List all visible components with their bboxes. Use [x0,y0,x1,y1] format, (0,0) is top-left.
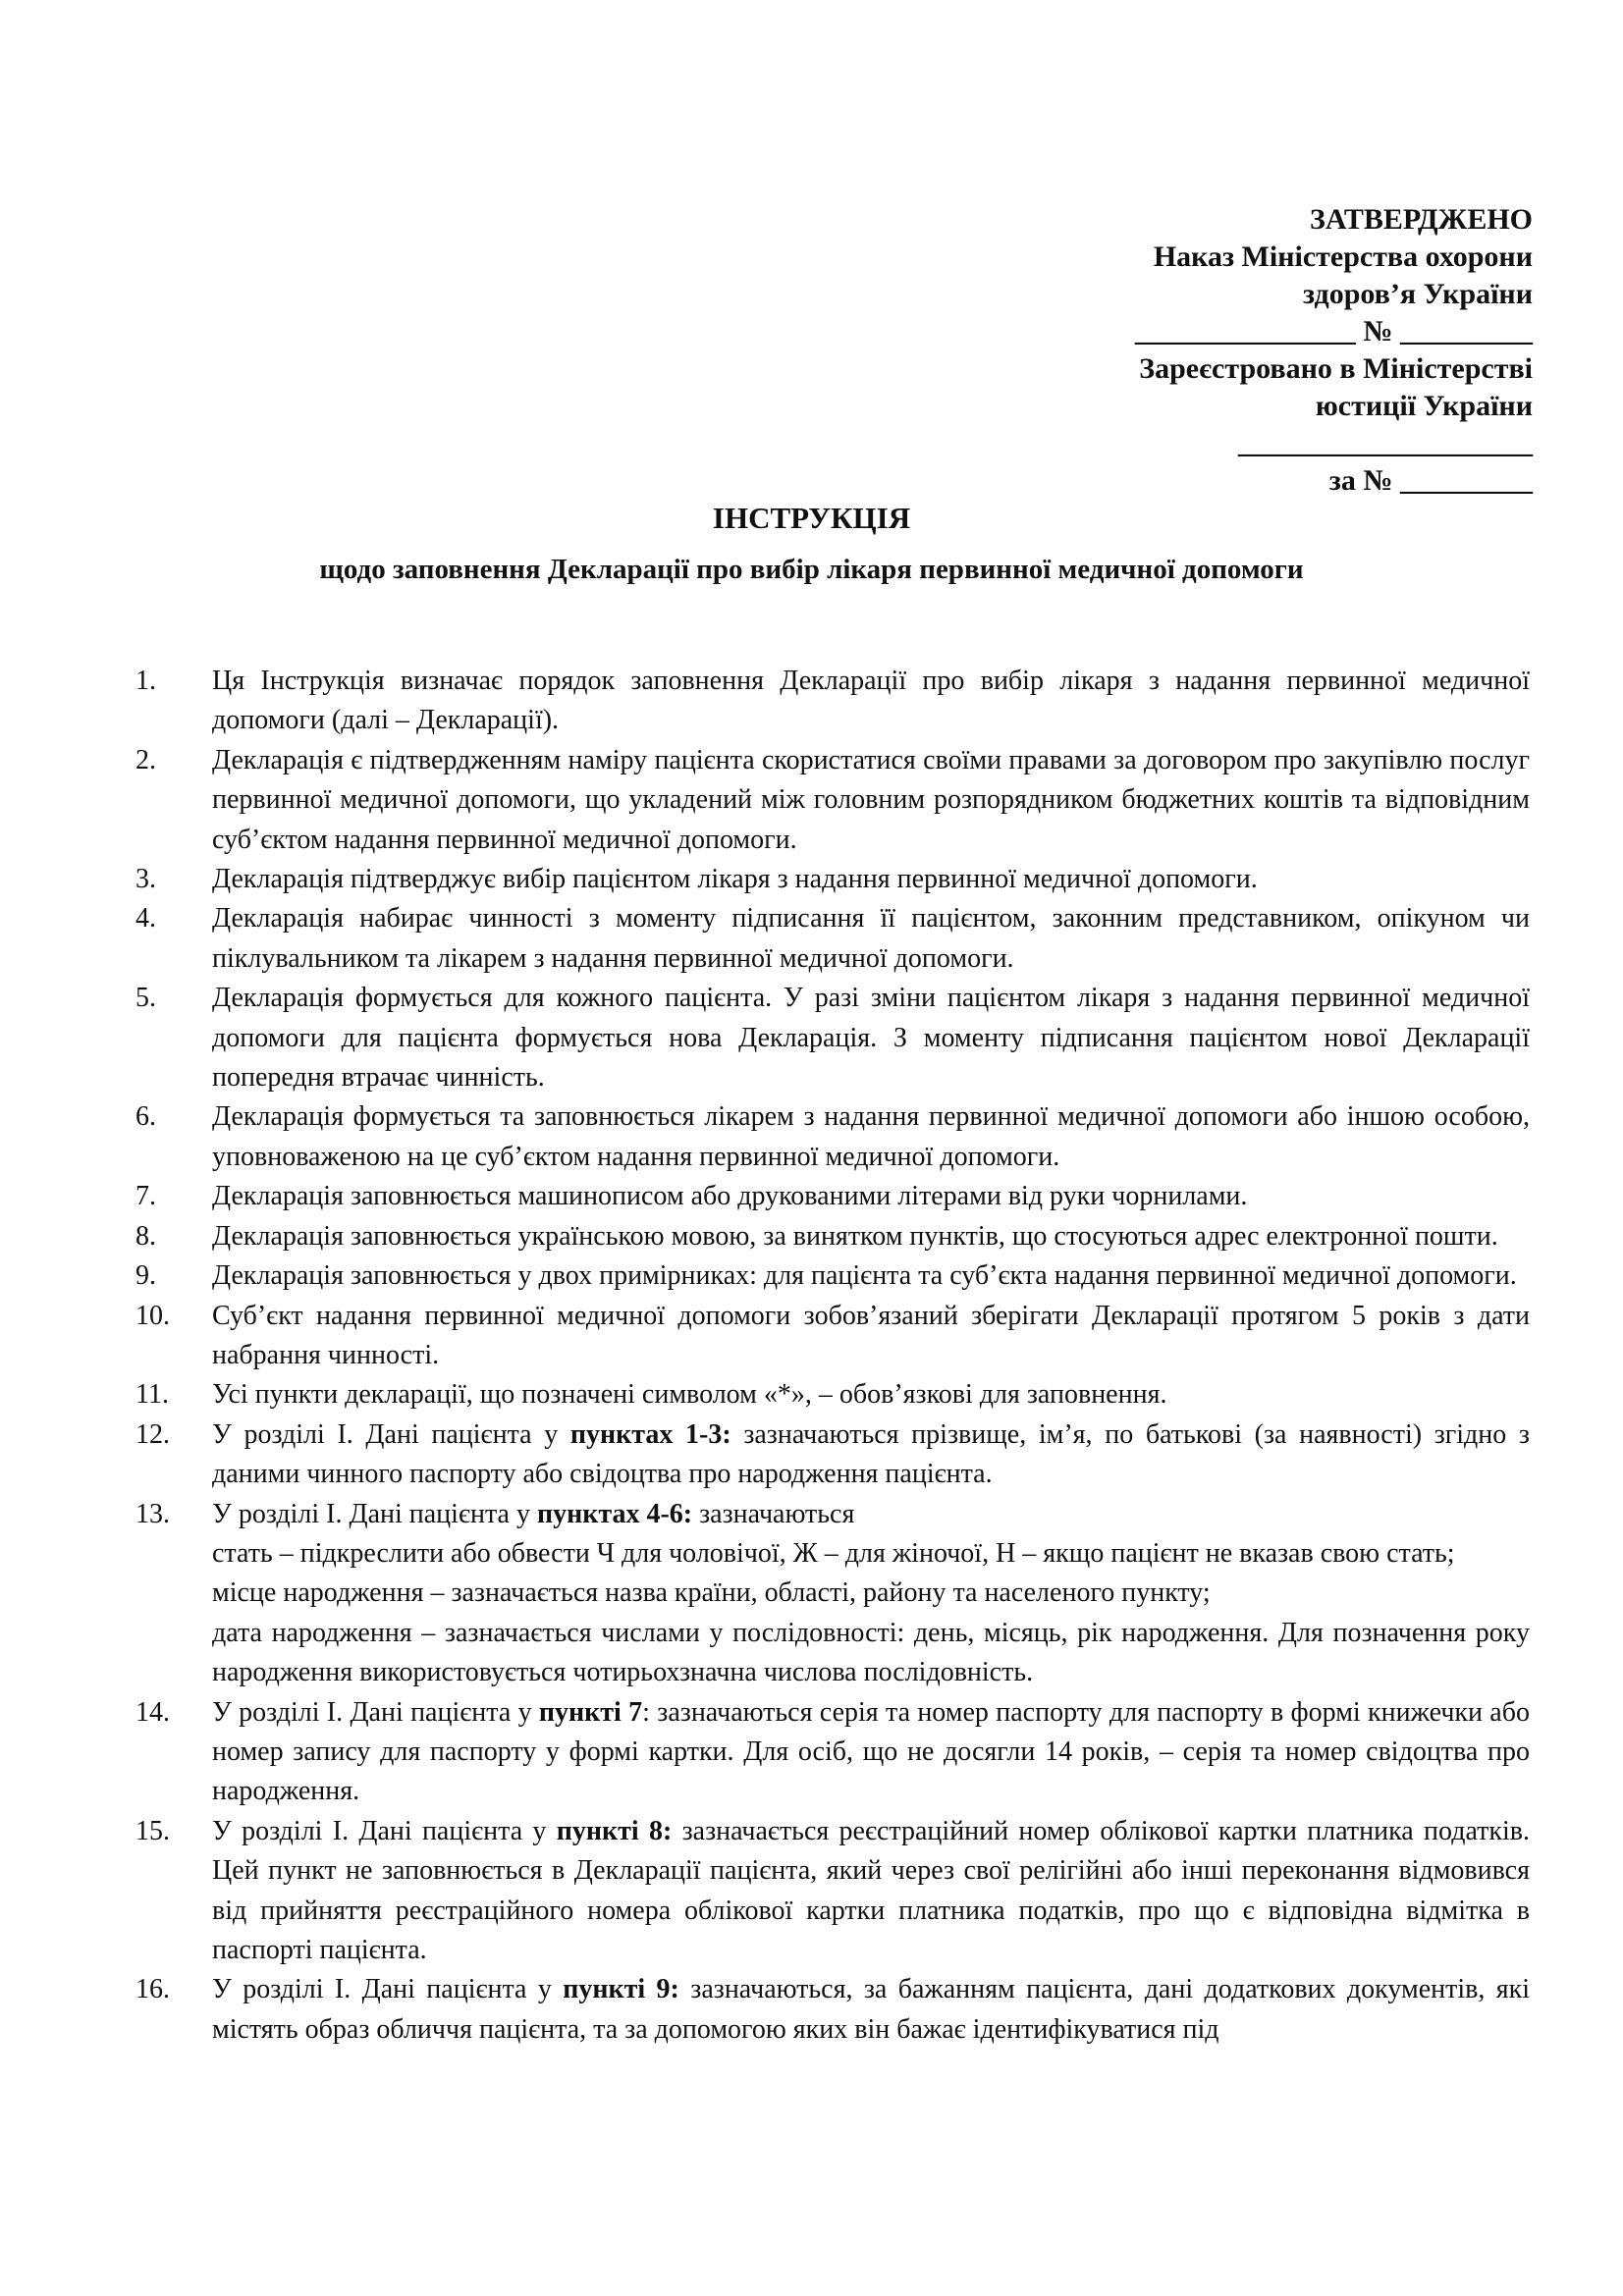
item-text: Ця Інструкція визначає порядок заповнення Декларації про вибір лікаря з надання первинної медичної допомоги (далі – Декларації). [212,666,1530,736]
item-number: 14. [135,1696,170,1728]
item-text: Декларація формується та заповнюється лікарем з надання первинної медичної допомоги або іншою особою, уповноваженою на це суб’єктом надання первинної медичної допомоги. [212,1101,1530,1172]
item-text-suffix: зазначаються, за бажанням пацієнта, дані додаткових документів, які містять образ обличчя пацієнта, та за допомогою яких він бажає ідентифікуватися під [212,1974,1530,2045]
registered-number-line: за № _________ [1328,464,1533,497]
approved-stamp: ЗАТВЕРДЖЕНО [1310,203,1533,236]
list-item [135,979,1530,1097]
item-number: 4. [135,903,156,934]
item-text-suffix: зазначається реєстраційний номер облікової картки платника податків. Цей пункт не заповнюється в Декларації пацієнта, який через свої релігійні або інші переконання відмовився від прийняття реєстраційного номера облікової картки платника податків, про що є відповідна відмітка в паспорті пацієнта. [212,1815,1530,1965]
list-item [135,1812,1530,1971]
registered-blank: ____________________ [1238,427,1533,459]
instruction-list [135,662,1530,2050]
list-item [135,1375,1530,1415]
item-number: 13. [135,1498,170,1529]
list-item [135,1097,1530,1177]
list-item [135,1415,1530,1495]
item-number: 1. [135,666,156,696]
registered-line-1: Зареєстровано в Міністерстві [1139,352,1533,385]
item-number: 16. [135,1974,170,2005]
document-subtitle: щодо заповнення Декларації про вибір лікаря первинної медичної допомоги [319,554,1304,585]
order-number-line: _______________ № _________ [1134,315,1533,347]
list-item [135,662,1530,741]
item-number: 10. [135,1300,170,1331]
item-number: 8. [135,1220,156,1252]
registered-line-2: юстиції України [1315,390,1533,422]
list-item [135,1970,1530,2050]
item-text: Декларація заповнюється українською мовою, за винятком пунктів, що стосуються адрес електронної пошти. [212,1220,1498,1252]
item-number: 9. [135,1260,156,1292]
sub-paragraph: стать – підкреслити або обвести Ч для чоловічої, Ж – для жіночої, Н – якщо пацієнт не вказав свою стать; [212,1537,1455,1569]
item-text-bold: пункті 7 [538,1696,643,1728]
item-number: 5. [135,983,156,1014]
list-item [135,1256,1530,1296]
item-text-prefix: У розділі І. Дані пацієнта у [212,1498,537,1529]
list-item [135,741,1530,860]
item-number: 12. [135,1418,170,1450]
list-item [135,1177,1530,1216]
item-number: 7. [135,1181,156,1212]
sub-paragraph: місце народження – зазначається назва країни, області, району та населеного пункту; [212,1577,1211,1609]
order-line-2: здоров’я України [1303,278,1533,310]
item-text-prefix: У розділі І. Дані пацієнта у [212,1696,539,1728]
item-number: 2. [135,744,156,775]
item-text-prefix: У розділі І. Дані пацієнта у [212,1418,570,1450]
item-text-suffix: : зазначаються серія та номер паспорту для паспорту в формі книжечки або номер запису для паспорту у формі картки. Для осіб, що не досягли 14 років, – серія та номер свідоцтва про народження. [212,1696,1530,1807]
approval-block [1135,201,1533,500]
item-number: 6. [135,1101,156,1133]
item-text: Суб’єкт надання первинної медичної допомоги зобов’язаний зберігати Декларації протягом 5 років з дати набрання чинності. [212,1300,1530,1370]
item-text: Декларація є підтвердженням наміру пацієнта скористатися своїми правами за договором про закупівлю послуг первинної медичної допомоги, що укладений між головним розпорядником бюджетних коштів та відповідним суб’єктом надання первинної медичної допомоги. [212,744,1530,855]
item-text-prefix: У розділі І. Дані пацієнта у [212,1815,557,1846]
item-text-bold: пункті 9: [563,1974,679,2005]
document-title: ІНСТРУКЦІЯ [712,501,911,535]
item-text: Декларація підтверджує вибір пацієнтом лікаря з надання первинної медичної допомоги. [212,864,1258,895]
item-text-bold: пунктах 1-3: [569,1418,731,1450]
item-text: Усі пункти декларації, що позначені символом «*», – обов’язкові для заповнення. [212,1379,1167,1411]
item-text: Декларація формується для кожного пацієнта. У разі зміни пацієнтом лікаря з надання первинної медичної допомоги для пацієнта формується нова Декларація. З моменту підписання пацієнтом нової Декларації попередня втрачає чинність. [212,983,1530,1094]
list-item [135,1297,1530,1376]
list-item [135,899,1530,979]
sub-paragraph: дата народження – зазначається числами у послідовності: день, місяць, рік народження. Для позначення року народження використовується чотирьохзначна числова послідовність. [212,1617,1530,1688]
item-text-bold: пункті 8: [556,1815,673,1846]
order-line-1: Наказ Міністерства охорони [1153,240,1533,273]
item-text-suffix: зазначаються прізвище, ім’я, по батькові (за наявності) згідно з даними чинного паспорту або свідоцтва про народження пацієнта. [212,1418,1530,1490]
list-item [135,860,1530,899]
item-number: 3. [135,864,156,895]
list-item [135,1217,1530,1256]
item-text-suffix: зазначаються [692,1498,855,1529]
item-text-bold: пунктах 4-6: [536,1498,693,1529]
list-item [135,1693,1530,1812]
item-text-prefix: У розділі І. Дані пацієнта у [212,1974,564,2005]
item-number: 11. [135,1379,169,1411]
list-item [135,1495,1530,1693]
item-text: Декларація набирає чинності з моменту підписання її пацієнтом, законним представником, опікуном чи піклувальником та лікарем з надання первинної медичної допомоги. [212,903,1530,974]
item-number: 15. [135,1815,170,1846]
item-text: Декларація заповнюється машинописом або друкованими літерами від руки чорнилами. [212,1181,1248,1212]
item-text: Декларація заповнюється у двох примірниках: для пацієнта та суб’єкта надання первинної медичної допомоги. [212,1260,1517,1292]
